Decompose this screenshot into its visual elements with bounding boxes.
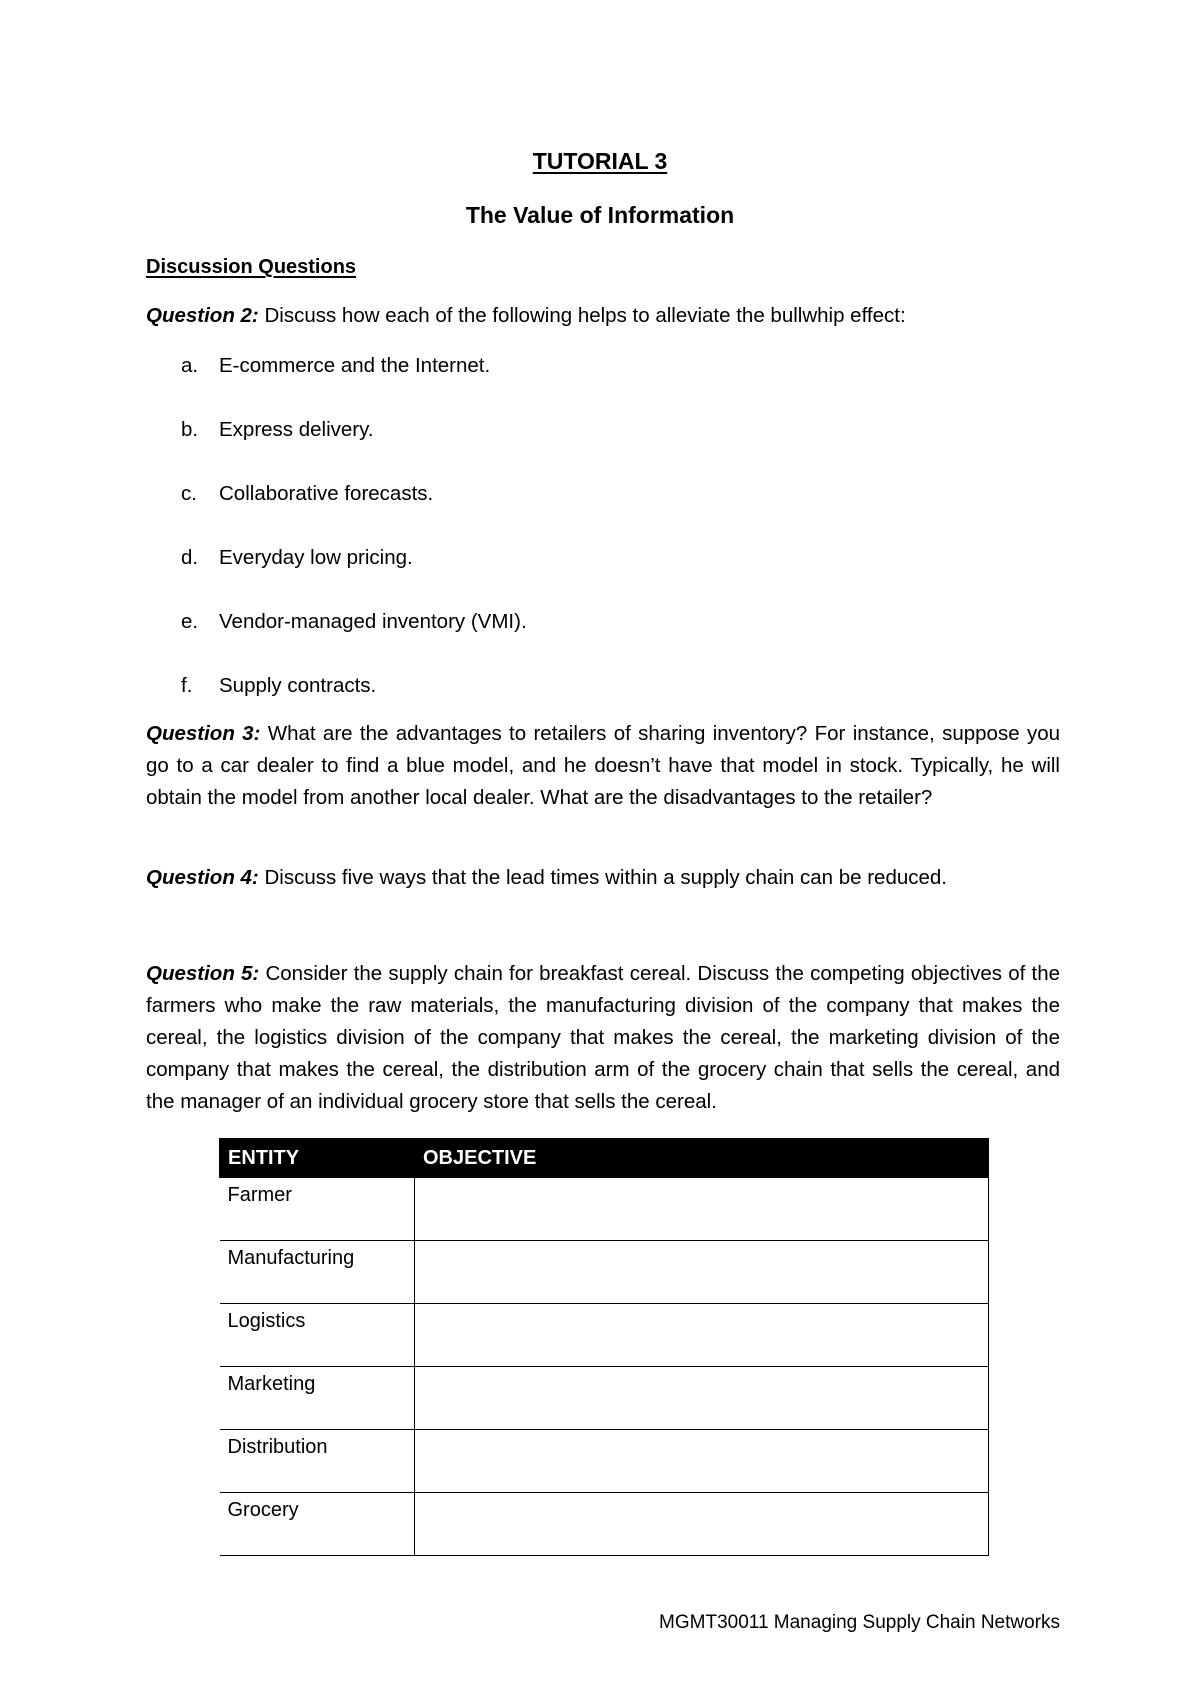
- entity-cell: Distribution: [220, 1430, 415, 1493]
- entity-cell: Farmer: [220, 1178, 415, 1241]
- table-row: [220, 1493, 989, 1556]
- list-item-text: Supply contracts.: [219, 674, 377, 697]
- list-item-text: Everyday low pricing.: [219, 546, 413, 569]
- question-3-label: Question 3:: [146, 722, 261, 745]
- entity-cell: Marketing: [220, 1367, 415, 1430]
- list-marker: a.: [181, 354, 199, 377]
- table-header-objective: OBJECTIVE: [415, 1139, 989, 1178]
- list-item-text: Vendor-managed inventory (VMI).: [219, 610, 527, 633]
- list-item: [181, 608, 527, 636]
- list-item: [181, 672, 376, 700]
- question-3-text: What are the advantages to retailers of sharing inventory? For instance, suppose you go to a car dealer to find a blue model, and he doesn’t have that model in stock. Typically, he will obtain the model from another local dealer. What are the disadvantages to the retailer?: [146, 722, 1060, 809]
- entity-cell: Logistics: [220, 1304, 415, 1367]
- question-2-label: Question 2:: [146, 304, 259, 327]
- objectives-table: [219, 1138, 989, 1556]
- list-marker: b.: [181, 418, 199, 441]
- table-row: [220, 1304, 989, 1367]
- question-4: [146, 862, 1060, 894]
- list-item: [181, 480, 433, 508]
- list-item-text: Collaborative forecasts.: [219, 482, 434, 505]
- objective-cell: [415, 1241, 989, 1304]
- document-title: TUTORIAL 3: [532, 148, 668, 174]
- table-header-entity: ENTITY: [220, 1139, 415, 1178]
- question-3: [146, 718, 1060, 814]
- list-marker: f.: [181, 674, 193, 697]
- question-4-text: Discuss five ways that the lead times within a supply chain can be reduced.: [258, 866, 948, 889]
- table-row: [220, 1178, 989, 1241]
- list-item-text: Express delivery.: [219, 418, 374, 441]
- objective-cell: [415, 1367, 989, 1430]
- section-heading: Discussion Questions: [146, 256, 357, 278]
- list-marker: c.: [181, 482, 197, 505]
- list-item: [181, 352, 490, 380]
- table-row: [220, 1241, 989, 1304]
- list-item: [181, 416, 374, 444]
- entity-cell: Grocery: [220, 1493, 415, 1556]
- table-header-row: [220, 1139, 989, 1178]
- objective-cell: [415, 1493, 989, 1556]
- document-subtitle: The Value of Information: [465, 202, 735, 228]
- question-2: [146, 300, 1060, 332]
- entity-cell: Manufacturing: [220, 1241, 415, 1304]
- list-marker: d.: [181, 546, 199, 569]
- objective-cell: [415, 1430, 989, 1493]
- list-item: [181, 544, 413, 572]
- question-2-text: Discuss how each of the following helps to alleviate the bullwhip effect:: [258, 304, 906, 327]
- question-5-label: Question 5:: [146, 962, 260, 985]
- objective-cell: [415, 1178, 989, 1241]
- question-5-text: Consider the supply chain for breakfast cereal. Discuss the competing objectives of the farmers who make the raw materials, the manufacturing division of the company that makes the cereal, the logistics division of the company that makes the cereal, the marketing division of the company that makes the cereal, the distribution arm of the grocery chain that sells the cereal, and the manager of an individual grocery store that sells the cereal.: [146, 962, 1060, 1113]
- list-item-text: E-commerce and the Internet.: [219, 354, 491, 377]
- list-marker: e.: [181, 610, 199, 633]
- question-5: [146, 958, 1060, 1118]
- page-footer: MGMT30011 Managing Supply Chain Networks: [659, 1612, 1060, 1633]
- table-row: [220, 1367, 989, 1430]
- objective-cell: [415, 1304, 989, 1367]
- question-4-label: Question 4:: [146, 866, 259, 889]
- table-row: [220, 1430, 989, 1493]
